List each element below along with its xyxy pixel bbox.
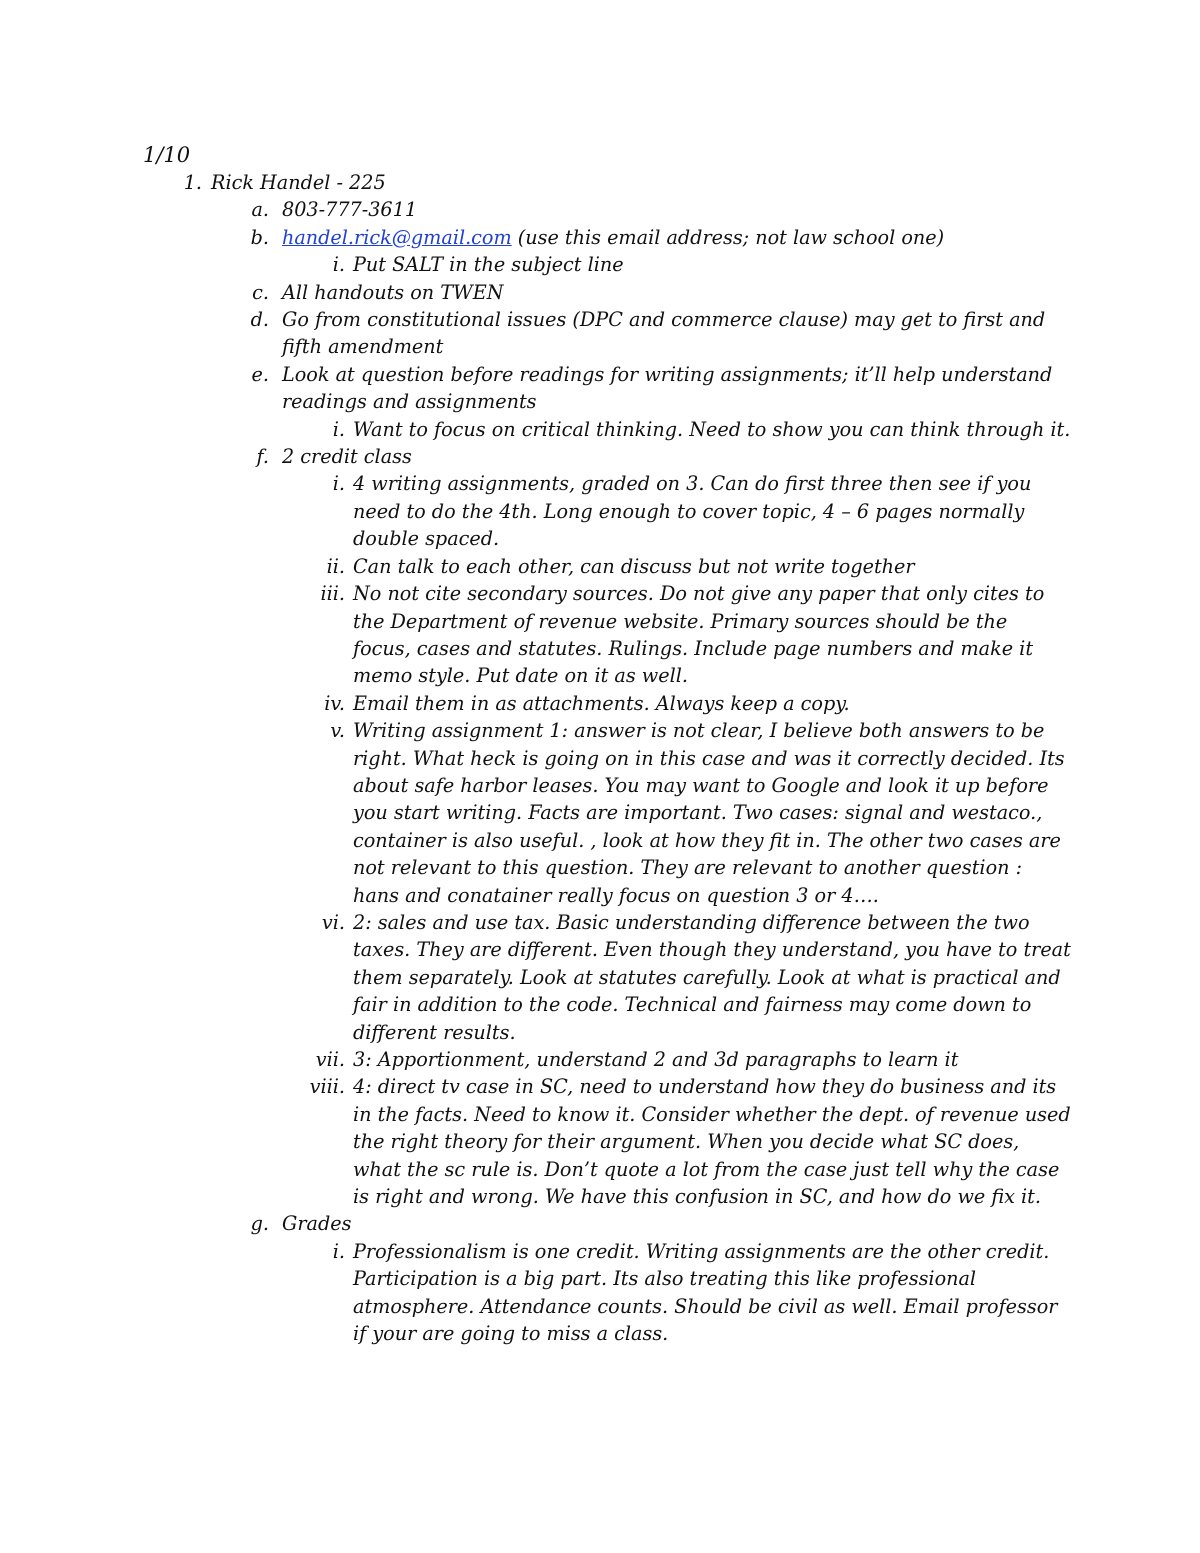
list-item-text: 2 credit class xyxy=(282,445,412,469)
list-item-text: Put SALT in the subject line xyxy=(353,253,624,277)
list-marker: i. xyxy=(332,417,345,441)
list-marker: iv. xyxy=(324,691,345,715)
list-item-text: All handouts on TWEN xyxy=(282,280,504,304)
list-item-level-3 xyxy=(321,909,1071,1046)
list-item-level-2 xyxy=(252,279,1071,306)
list-item-text: Email them in as attachments. Always keep a copy. xyxy=(353,691,850,715)
list-marker: i. xyxy=(332,1239,345,1263)
list-marker: iii. xyxy=(320,582,345,606)
list-item-level-2 xyxy=(256,443,1071,1210)
list-item-level-2 xyxy=(250,1210,1071,1347)
list-item-text: 4 writing assignments, graded on 3. Can do first three then see if you need to do the 4th. Long enough to cover topic, 4 – 6 pages normally double spaced. xyxy=(353,472,1032,551)
list-item-text: Grades xyxy=(282,1212,352,1236)
list-marker: g. xyxy=(250,1212,269,1236)
list-item-level-2 xyxy=(251,196,1071,223)
list-item-level-3 xyxy=(315,1046,1071,1073)
list-item-text: Want to focus on critical thinking. Need to show you can think through it. xyxy=(353,417,1071,441)
list-item-text: 4: direct tv case in SC, need to understand how they do business and its in the facts. Need to know it. Consider whether the dept. of revenue used the right theory for their argument. When you decide what SC does, what the sc rule is. Don’t quote a lot from the case just tell why the case is right and wrong. We have this confusion in SC, and how do we fix it. xyxy=(353,1075,1071,1209)
list-item-text: 803-777-3611 xyxy=(282,198,418,222)
list-marker: viii. xyxy=(309,1075,345,1099)
list-item-text: Look at question before readings for writing assignments; it’ll help understand readings and assignments xyxy=(282,362,1053,414)
list-item-text: Can talk to each other, can discuss but not write together xyxy=(353,554,915,578)
sublist-level-2 xyxy=(250,196,1071,1347)
list-marker: f. xyxy=(256,445,269,469)
list-item-text: 3: Apportionment, understand 2 and 3d paragraphs to learn it xyxy=(353,1048,959,1071)
list-item-text: Go from constitutional issues (DPC and commerce clause) may get to first and fifth amendment xyxy=(282,308,1046,359)
list-item-level-3 xyxy=(332,1238,1071,1348)
list-marker: a. xyxy=(251,198,269,222)
list-item-level-1 xyxy=(183,169,1071,1347)
list-item-text: Writing assignment 1: answer is not clear, I believe both answers to be right. What heck is going on in this case and was it correctly decided. Its about safe harbor leases. You may want to Google and look it up before you start writing. Facts are important. Two cases: signal and westaco., container is also useful. , look at how they fit in. The other two cases are not relevant to this question. They are relevant to another question : hans and conatainer really focus on question 3 or 4…. xyxy=(353,719,1065,907)
list-marker: c. xyxy=(252,280,269,304)
list-item-level-2 xyxy=(250,224,1071,279)
list-item-text: 2: sales and use tax. Basic understanding difference between the two taxes. They are different. Even though they understand, you have to treat them separately. Look at statutes carefully. Look at what is practical and fair in addition to the code. Technical and fairness may come down to different results. xyxy=(353,910,1071,1044)
list-marker: 1. xyxy=(183,171,202,194)
list-item-level-3 xyxy=(332,416,1071,443)
sublist-level-3 xyxy=(332,251,1071,278)
list-item-level-3 xyxy=(330,717,1071,909)
list-marker: v. xyxy=(330,719,345,743)
email-note: (use this email address; not law school one) xyxy=(511,225,945,249)
list-marker: e. xyxy=(251,362,269,386)
list-item-text: No not cite secondary sources. Do not give any paper that only cites to the Department of revenue website. Primary sources should be the focus, cases and statutes. Rulings. Include page numbers and make it memo style. Put date on it as well. xyxy=(353,582,1045,688)
outline-list xyxy=(183,169,1071,1347)
list-marker: i. xyxy=(332,472,345,496)
email-link[interactable]: handel.rick@gmail.com xyxy=(282,225,512,249)
list-item-level-3 xyxy=(324,690,1071,717)
list-marker: d. xyxy=(250,308,269,332)
list-item-text: Professionalism is one credit. Writing assignments are the other credit. Participation is a big part. Its also treating this like professional atmosphere. Attendance counts. Should be civil as well. Email professor if your are going to miss a class. xyxy=(353,1239,1058,1346)
list-item-text: Rick Handel - 225 xyxy=(211,171,386,194)
list-item-level-2 xyxy=(251,361,1071,443)
list-item-level-2 xyxy=(250,306,1071,361)
list-item-level-3 xyxy=(309,1073,1071,1210)
note-date: 1/10 xyxy=(143,143,191,167)
sublist-level-3 xyxy=(309,470,1071,1210)
list-marker: b. xyxy=(250,225,269,249)
list-item-level-3 xyxy=(320,580,1071,690)
list-marker: vi. xyxy=(321,910,345,934)
sublist-level-3 xyxy=(332,1238,1071,1348)
list-item-level-3 xyxy=(326,553,1071,580)
list-marker: ii. xyxy=(326,554,345,578)
sublist-level-3 xyxy=(332,416,1071,443)
list-marker: i. xyxy=(332,253,345,277)
list-marker: vii. xyxy=(315,1048,345,1071)
list-item-level-3 xyxy=(332,470,1071,552)
list-item-text xyxy=(282,224,1071,251)
list-item-level-3 xyxy=(332,251,1071,278)
